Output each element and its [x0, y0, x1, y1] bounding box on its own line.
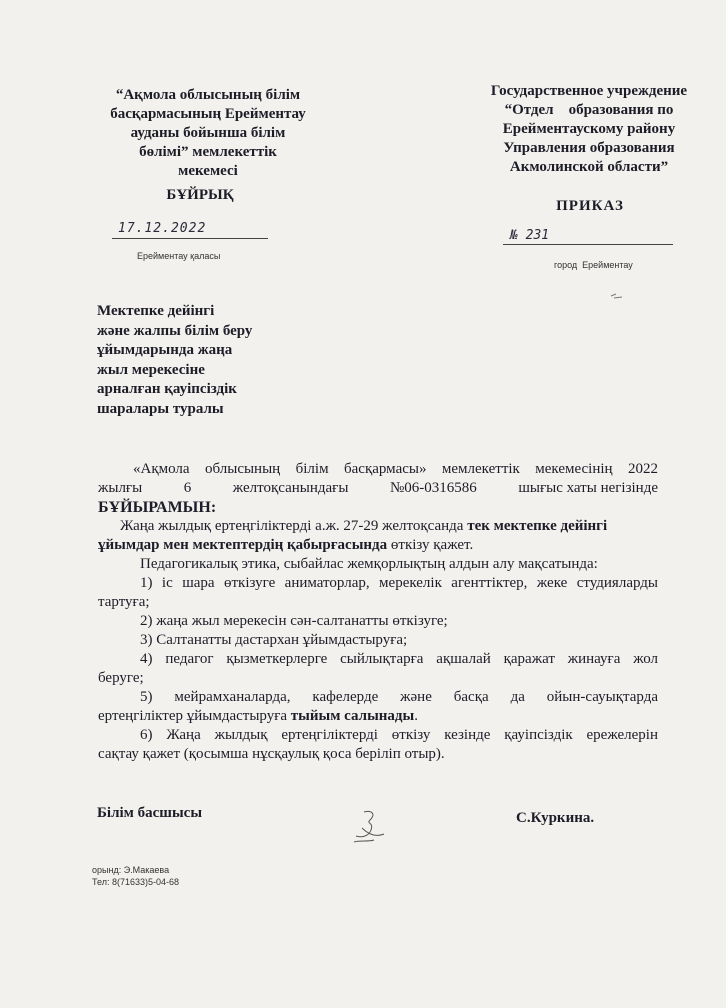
signature-scribble	[344, 808, 394, 848]
list-item-5: 5) мейрамханаларда, кафелерде және басқа да ойын-сауықтарда	[140, 689, 658, 705]
scan-specks	[610, 292, 624, 298]
order-subject: Мектепке дейінгі және жалпы білім беру ұйымдарында жаңа жыл мерекесіне арналған қауіпсіздік шаралары туралы	[97, 303, 253, 417]
paragraph-1-cont: ұйымдар мен мектептердің қабырғасында өткізу қажет.	[98, 537, 474, 553]
list-item-1: 1) іс шара өткізуге аниматорлар, мерекелік агенттіктер, жеке студияларды	[140, 575, 658, 591]
list-item-4-cont: беруге;	[98, 670, 144, 686]
right-doc-type: ПРИКАЗ	[556, 198, 624, 214]
left-doc-type: БҰЙРЫҚ	[166, 187, 234, 203]
order-word: БҰЙЫРАМЫН:	[98, 499, 217, 516]
basis-line-1: «Ақмола облысының білім басқармасы» мемлекеттік мекемесінің 2022	[133, 461, 658, 477]
number-line	[503, 244, 673, 245]
list-item-6: 6) Жаңа жылдық ертеңгіліктерді өткізу кезінде қауіпсіздік ережелерін	[140, 727, 658, 743]
signatory-name: С.Куркина.	[516, 810, 595, 826]
list-item-1-cont: тартуға;	[98, 594, 150, 610]
list-item-2: 2) жаңа жыл мерекесін сән-салтанатты өткізуге;	[140, 613, 448, 629]
right-city: город Ерейментау	[554, 260, 633, 270]
basis-line-2: жылғы 6 желтоқсанындағы №06-0316586 шығыс хаты негізінде	[98, 480, 658, 496]
paragraph-2: Педагогикалық этика, сыбайлас жемқорлықтың алдын алу мақсатында:	[140, 556, 598, 572]
left-city: Ерейментау қаласы	[137, 251, 221, 261]
date-line	[112, 238, 268, 239]
list-item-4: 4) педагог қызметкерлерге сыйлықтарға ақшалай қаражат жинауға жол	[140, 651, 658, 667]
list-item-6-cont: сақтау қажет (қосымша нұсқаулық қоса беріліп отыр).	[98, 746, 445, 762]
order-number: № 231	[510, 228, 550, 243]
order-date: 17.12.2022	[118, 221, 207, 236]
order-body	[98, 460, 658, 764]
list-item-3: 3) Салтанатты дастархан ұйымдастыруға;	[140, 632, 408, 648]
signatory-title: Білім басшысы	[97, 805, 203, 821]
paragraph-1: Жаңа жылдық ертеңгіліктерді а.ж. 27-29 желтоқсанда тек мектепке дейінгі	[120, 518, 608, 534]
list-item-5-cont: ертеңгіліктер ұйымдастыруға тыйым салынады.	[98, 708, 418, 724]
right-org-name: Государственное учреждение “Отдел образования по Ерейментаускому району Управления образования Акмолинской области”	[490, 83, 688, 175]
executor-note: орынд: Э.Макаева Тел: 8(71633)5-04-68	[92, 865, 179, 887]
left-org-name: “Ақмола облысының білім басқармасының Ерейментау ауданы бойынша білім бөлімі” мемлекеттік мекемесі	[110, 87, 306, 179]
